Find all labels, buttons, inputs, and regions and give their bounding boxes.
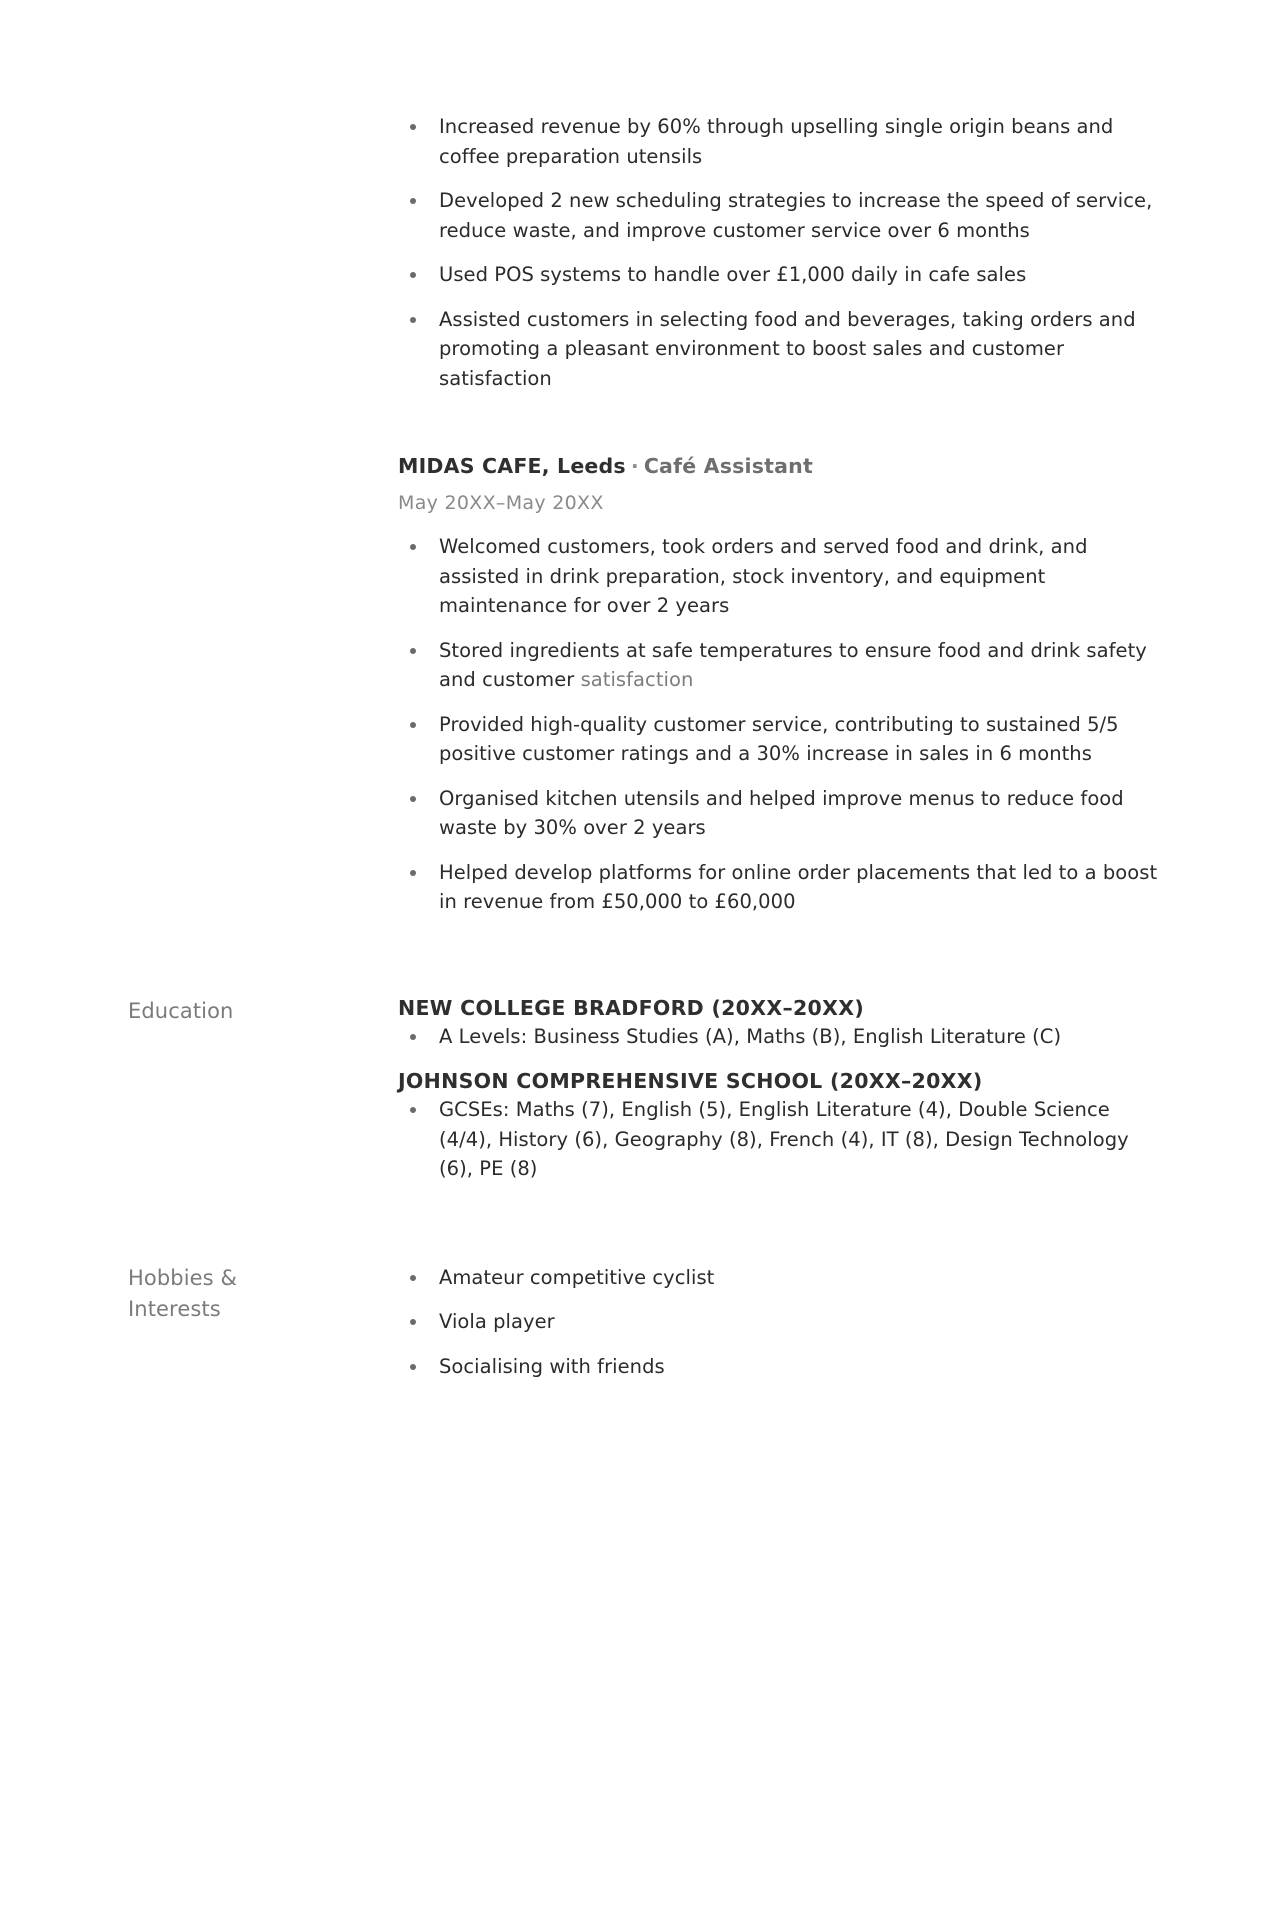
previous-job-bullets-section	[0, 112, 1280, 408]
list-item	[398, 636, 1160, 695]
job-title-separator: ·	[630, 454, 639, 478]
list-item-text: Stored ingredients at safe temperatures to ensure food and drink safety and customer	[439, 638, 1147, 691]
hobbies-label-line-2: Interests	[128, 1296, 221, 1321]
list-item-muted-tail: satisfaction	[580, 668, 694, 691]
hobbies-section-label	[128, 1263, 398, 1397]
hobbies-section	[0, 1263, 1280, 1397]
job-dates: May 20XX–May 20XX	[398, 492, 604, 514]
list-item: Socialising with friends	[398, 1352, 1160, 1382]
experience-bullet-list	[398, 532, 1160, 917]
experience-entry-body	[398, 454, 1160, 932]
list-item: Increased revenue by 60% through upselling single origin beans and coffee preparation utensils	[398, 112, 1160, 171]
section-label-empty	[128, 454, 398, 932]
list-item: Viola player	[398, 1307, 1160, 1337]
education-section	[0, 996, 1280, 1185]
education-detail-list	[398, 1095, 1160, 1184]
education-school-name: JOHNSON COMPREHENSIVE SCHOOL (20XX–20XX)	[398, 1069, 983, 1093]
resume-page	[0, 112, 1280, 1923]
hobbies-label-line-1: Hobbies &	[128, 1265, 237, 1290]
education-detail-list	[398, 1022, 1160, 1052]
education-section-label: Education	[128, 998, 234, 1023]
list-item: A Levels: Business Studies (A), Maths (B), English Literature (C)	[398, 1022, 1160, 1052]
previous-job-bullet-list	[398, 112, 1160, 393]
list-item: Used POS systems to handle over £1,000 daily in cafe sales	[398, 260, 1160, 290]
section-label-empty	[128, 112, 398, 408]
experience-entry-section	[0, 454, 1280, 932]
hobbies-body	[398, 1263, 1160, 1397]
education-body	[398, 996, 1160, 1185]
list-item: Amateur competitive cyclist	[398, 1263, 1160, 1293]
list-item: Provided high-quality customer service, contributing to sustained 5/5 positive customer ratings and a 30% increase in sales in 6 months	[398, 710, 1160, 769]
list-item: GCSEs: Maths (7), English (5), English Literature (4), Double Science (4/4), History (6), Geography (8), French (4), IT (8), Design Technology (6), PE (8)	[398, 1095, 1160, 1184]
list-item: Developed 2 new scheduling strategies to increase the speed of service, reduce waste, and improve customer service over 6 months	[398, 186, 1160, 245]
education-entry	[398, 1069, 1160, 1184]
hobbies-list	[398, 1263, 1160, 1382]
education-entry	[398, 996, 1160, 1052]
previous-job-bullets-body	[398, 112, 1160, 408]
job-title	[398, 454, 1160, 478]
list-item: Organised kitchen utensils and helped improve menus to reduce food waste by 30% over 2 years	[398, 784, 1160, 843]
job-company: MIDAS CAFE, Leeds	[398, 454, 626, 478]
job-role: Café Assistant	[643, 454, 813, 478]
list-item: Helped develop platforms for online order placements that led to a boost in revenue from £50,000 to £60,000	[398, 858, 1160, 917]
list-item: Assisted customers in selecting food and beverages, taking orders and promoting a pleasant environment to boost sales and customer satisfaction	[398, 305, 1160, 394]
education-school-name: NEW COLLEGE BRADFORD (20XX–20XX)	[398, 995, 865, 1020]
list-item: Welcomed customers, took orders and served food and drink, and assisted in drink preparation, stock inventory, and equipment maintenance for over 2 years	[398, 532, 1160, 621]
